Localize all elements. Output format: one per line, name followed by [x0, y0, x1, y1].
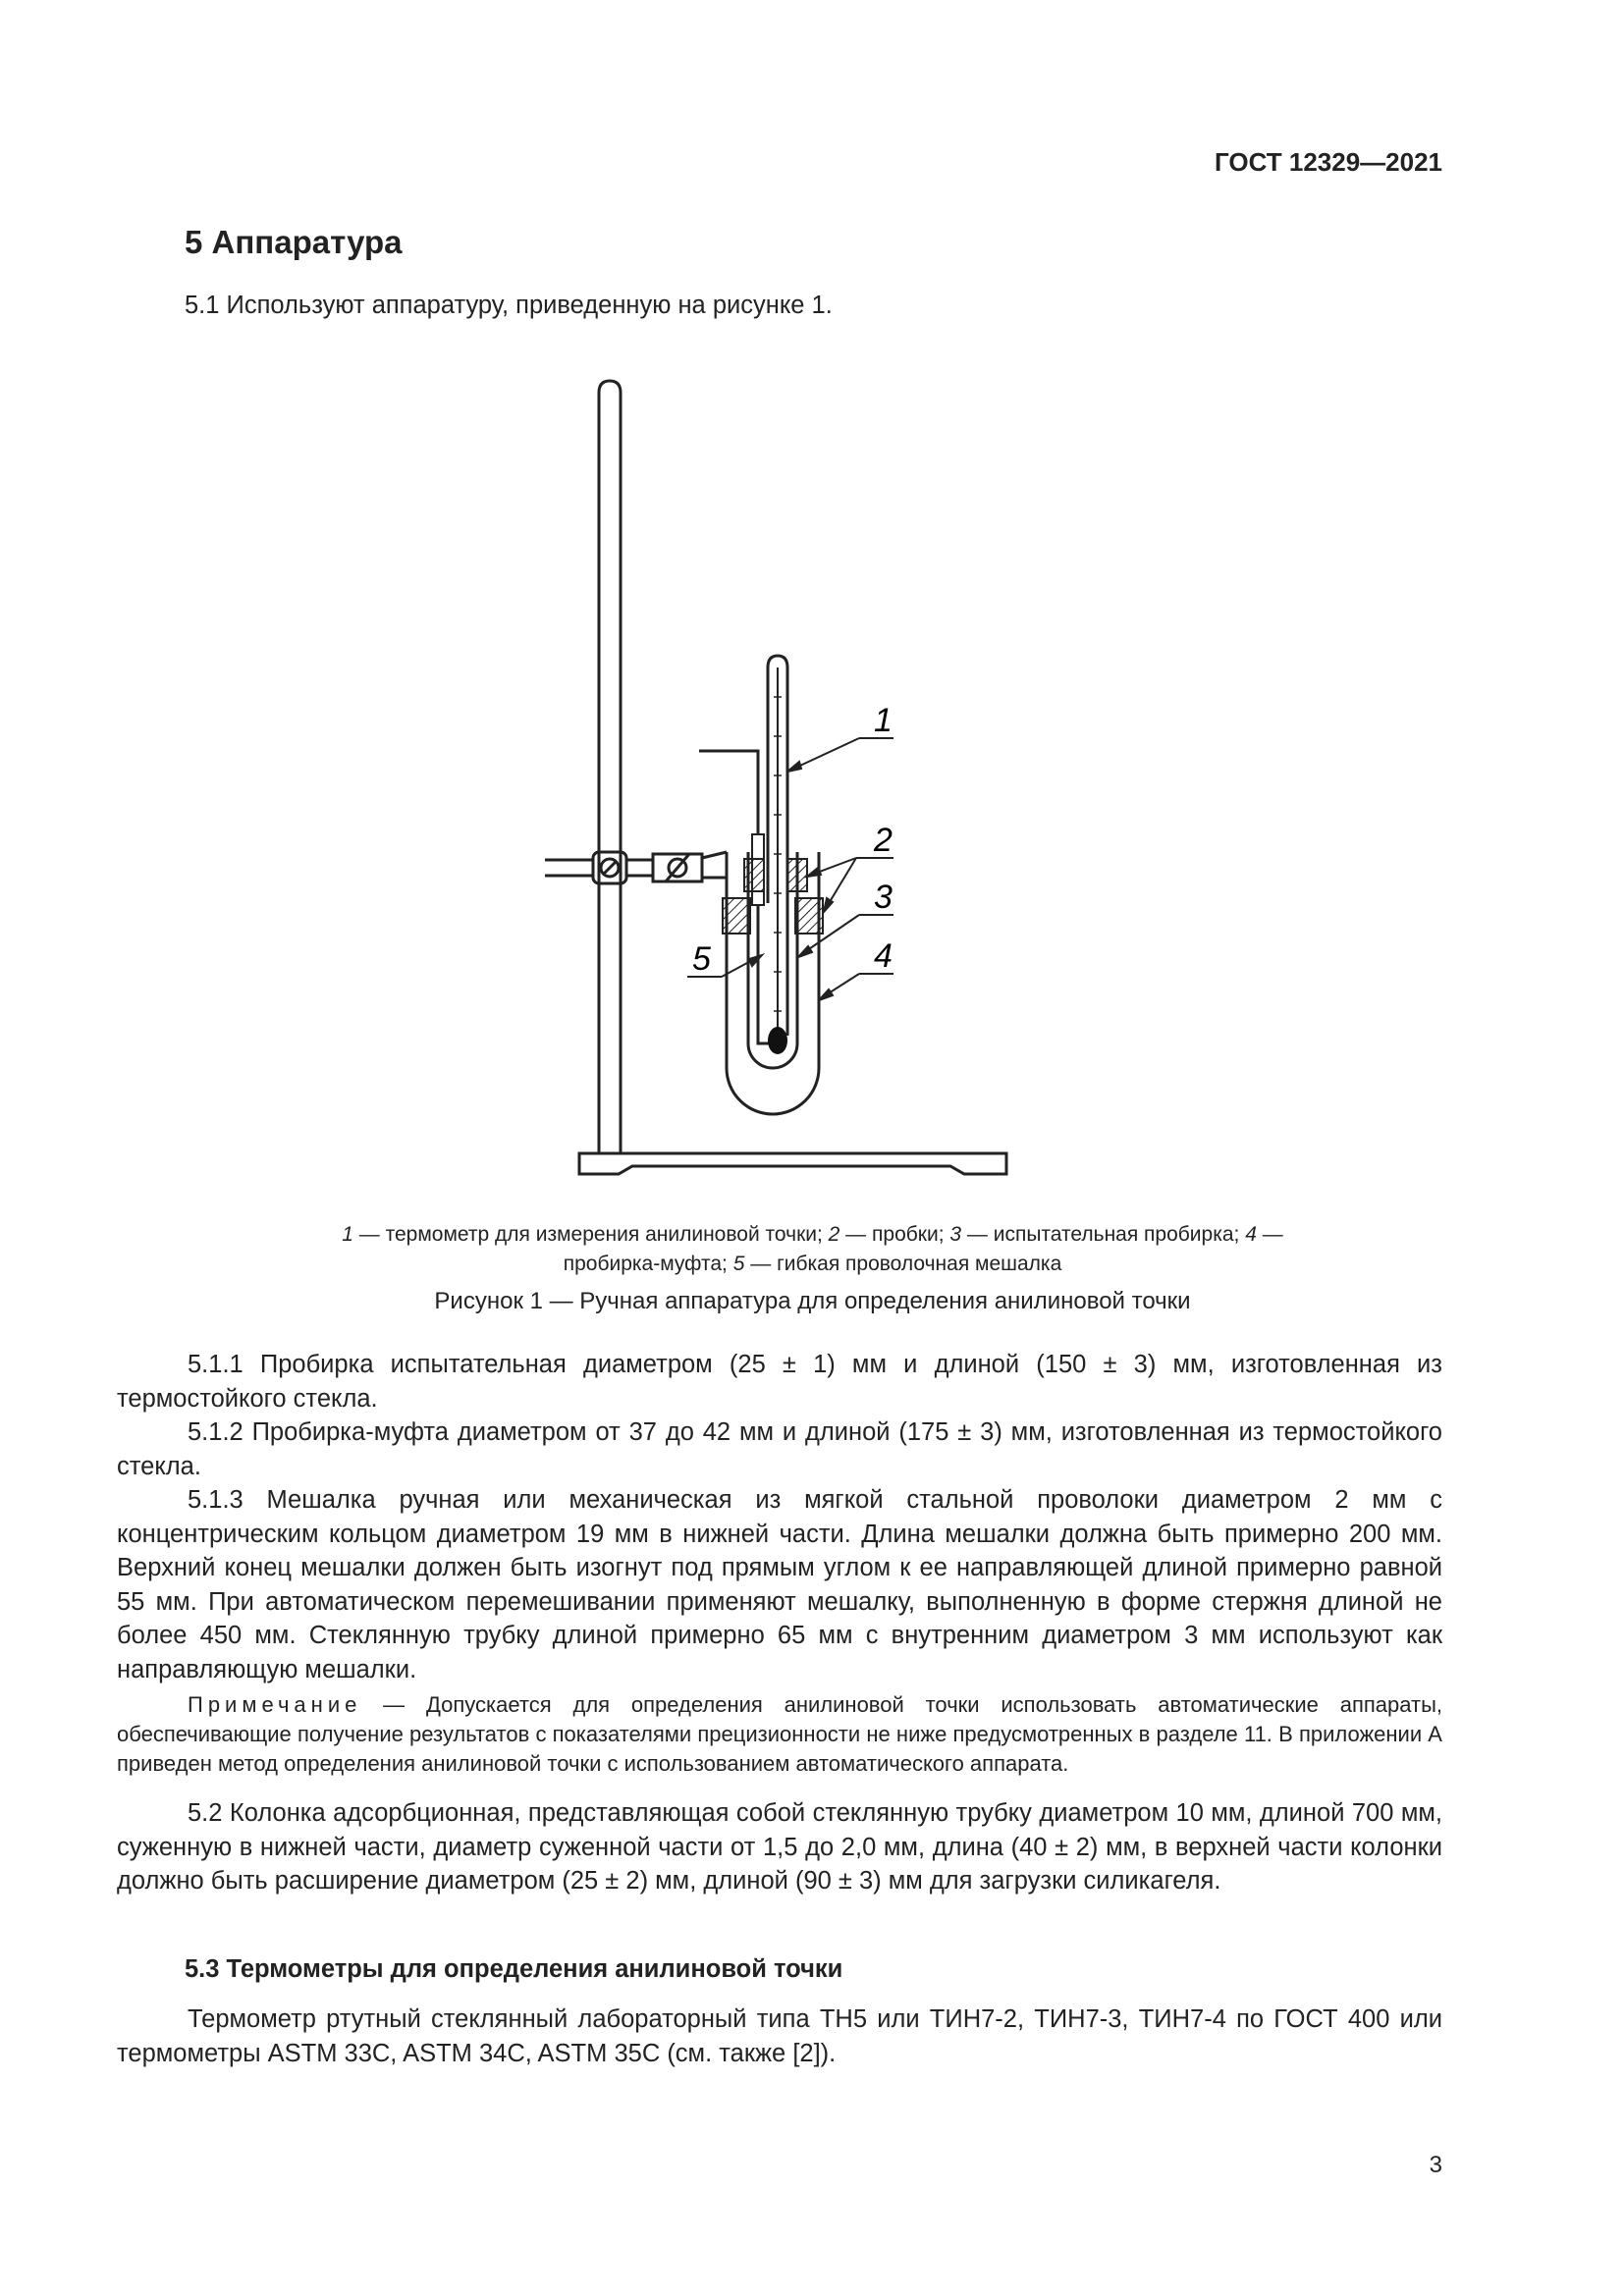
figure-label-3: 3	[874, 879, 893, 916]
figure-label-4: 4	[874, 937, 893, 975]
note-label: Примечание	[188, 1692, 362, 1717]
figure-title: Рисунок 1 — Ручная аппаратура для определения анилиновой точки	[434, 1288, 1191, 1314]
upper-cork	[744, 859, 807, 891]
figure-label-1: 1	[874, 702, 893, 739]
body-block-1	[117, 1348, 1442, 1686]
note-text: — Допускается для определения анилиновой точки использовать автоматические аппараты, обеспечивающие получение результатов с показателями прецизионности не ниже предусмотренных в разделе 11. В приложении А приведен метод определения анилиновой точки с использованием автоматического аппарата.	[117, 1692, 1442, 1776]
paragraph-5-1-2: 5.1.2 Пробирка-муфта диаметром от 37 до 42 мм и длиной (175 ± 3) мм, изготовленная из термостойкого стекла.	[117, 1418, 1442, 1480]
paragraph-5-1-3: 5.1.3 Мешалка ручная или механическая из мягкой стальной проволоки диаметром 2 мм с концентрическим кольцом диаметром 19 мм в нижней части. Длина мешалки должна быть примерно 200 мм. Верхний конец мешалки должен быть изогнут под прямым углом к ее направляющей длиной примерно равной 55 мм. При автоматическом перемешивании применяют мешалку, выполненную в форме стержня длиной не более 450 мм. Стеклянную трубку длиной примерно 65 мм с внутренним диаметром 3 мм используют как направляющую мешалки.	[117, 1486, 1442, 1683]
figure-label-2: 2	[874, 822, 893, 859]
section-title: 5 Аппаратура	[185, 224, 403, 260]
body-block-3	[117, 2002, 1442, 2070]
note-block	[117, 1690, 1442, 1779]
lower-cork	[723, 898, 823, 934]
paragraph-5-1-1: 5.1.1 Пробирка испытательная диаметром (25 ± 1) мм и длиной (150 ± 3) мм, изготовленная из термостойкого стекла.	[117, 1351, 1442, 1413]
apparatus-figure	[530, 363, 1060, 1198]
subsection-title-5-3: 5.3 Термометры для определения анилиновой точки	[185, 1955, 843, 1983]
lead-paragraph: 5.1 Используют аппаратуру, приведенную на рисунке 1.	[185, 292, 833, 319]
page-number: 3	[1429, 2152, 1442, 2178]
figure-legend: 1 — термометр для измерения анилиновой точки; 2 — пробки; 3 — испытательная пробирка; 4 — пробирка-муфта; 5 — гибкая проволочная мешалка	[342, 1223, 1283, 1275]
paragraph-5-3: Термометр ртутный стеклянный лабораторный типа ТН5 или ТИН7-2, ТИН7-3, ТИН7-4 по ГОСТ 400 или термометры ASTM 33C, ASTM 34C, ASTM 35C (см. также [2]).	[117, 2005, 1442, 2067]
paragraph-5-2: 5.2 Колонка адсорбционная, представляющая собой стеклянную трубку диаметром 10 мм, длиной 700 мм, суженную в нижней части, диаметр суженной части от 1,5 до 2,0 мм, длина (40 ± 2) мм, в верхней части колонки должно быть расширение диаметром (25 ± 2) мм, длиной (90 ± 3) мм для загрузки силикагеля.	[117, 1799, 1442, 1895]
body-block-2	[117, 1796, 1442, 1898]
figure-label-5: 5	[692, 940, 711, 978]
stand-base	[579, 1153, 1006, 1174]
doc-header: ГОСТ 12329—2021	[1215, 147, 1442, 177]
stand-rod	[599, 381, 621, 1153]
